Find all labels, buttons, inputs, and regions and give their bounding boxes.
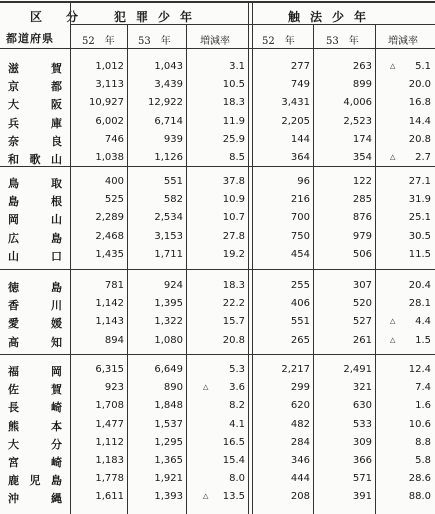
cell-c52: 2,289 [95, 212, 124, 224]
cell-l52: 277 [290, 61, 310, 72]
prefecture-name: 奈 良 [8, 134, 62, 148]
cell-l53: 506 [352, 248, 372, 260]
prefecture-name: 熊 本 [8, 419, 62, 433]
cell-c52: 923 [104, 382, 124, 394]
cell-lr: 27.1 [408, 176, 431, 187]
cell-c53: 1,393 [154, 491, 183, 503]
prefecture-name: 兵 庫 [8, 116, 62, 130]
table-row [0, 60, 435, 75]
table-row [0, 115, 435, 130]
cell-c52: 781 [104, 280, 124, 291]
cell-l52: 364 [290, 152, 310, 163]
cell-c52: 1,477 [95, 418, 124, 430]
cell-l53: 174 [352, 133, 372, 145]
prefecture-name: 徳 島 [8, 281, 62, 294]
cell-l53: 520 [352, 298, 372, 310]
cell-l53: 122 [352, 176, 372, 187]
corner-label: 区 分 [30, 10, 85, 24]
law-col-52: 52 年 [262, 36, 295, 47]
cell-cr: 18.3 [222, 97, 245, 109]
law-col-rate: 増減率 [388, 36, 418, 47]
cell-cr: 22.2 [222, 298, 245, 310]
cell-c52: 3,113 [95, 79, 124, 91]
crime-col-rate: 増減率 [200, 36, 230, 47]
table-row [0, 133, 435, 148]
cell-l53: 354 [352, 152, 372, 163]
cell-l53: 366 [352, 455, 372, 466]
cell-l52: 346 [290, 455, 310, 466]
table-row [0, 279, 435, 294]
cell-l53: 899 [352, 79, 372, 91]
cell-cr: 3.6 [229, 382, 245, 394]
table-row [0, 248, 435, 263]
cell-c52: 1,183 [95, 455, 124, 466]
cell-lr: 11.5 [408, 248, 431, 260]
table-row [0, 454, 435, 469]
table-top-rule [0, 1, 435, 3]
cell-cr: 18.3 [222, 280, 245, 291]
cell-c53: 1,848 [154, 400, 183, 412]
cell-lr: 1.5 [415, 334, 431, 346]
cell-cr: 8.5 [229, 152, 245, 163]
cell-c53: 1,537 [154, 418, 183, 430]
cell-l52: 144 [290, 133, 310, 145]
cell-c53: 939 [163, 133, 183, 145]
cell-c52: 1,708 [95, 400, 124, 412]
cell-c53: 12,922 [148, 97, 183, 109]
cell-c52: 1,611 [95, 491, 124, 503]
cell-cr: 3.1 [229, 61, 245, 72]
prefecture-name: 大 阪 [8, 98, 62, 112]
cell-cr: 19.2 [222, 248, 245, 260]
cell-l52: 750 [290, 230, 310, 242]
cell-c52: 1,778 [95, 473, 124, 485]
cell-c52: 746 [104, 133, 124, 145]
prefecture-name: 広 島 [8, 231, 62, 245]
cell-l52: 216 [290, 194, 310, 206]
cell-c53: 582 [163, 194, 183, 206]
prefecture-name: 島 根 [8, 195, 62, 209]
prefecture-name: 宮 崎 [8, 456, 62, 469]
cell-cr: 11.9 [222, 115, 245, 127]
cell-l52: 255 [290, 280, 310, 291]
cell-c52: 1,435 [95, 248, 124, 260]
cell-c53: 1,295 [154, 436, 183, 448]
cell-lr: 4.4 [415, 316, 431, 328]
table-row [0, 399, 435, 414]
cell-c53: 1,043 [154, 61, 183, 72]
cell-l53: 533 [352, 418, 372, 430]
decrease-mark: △ [390, 62, 396, 70]
cell-c52: 1,038 [95, 152, 124, 163]
crime-col-53: 53 年 [138, 36, 171, 47]
prefecture-name: 京 都 [8, 80, 62, 94]
cell-l53: 263 [352, 61, 372, 72]
prefecture-name: 鳥 取 [8, 177, 62, 190]
table-row [0, 472, 435, 487]
cell-lr: 2.7 [415, 152, 431, 163]
cell-cr: 10.7 [222, 212, 245, 224]
cell-c53: 3,153 [154, 230, 183, 242]
cell-l52: 299 [290, 382, 310, 394]
cell-c53: 1,711 [154, 248, 183, 260]
table-row [0, 297, 435, 312]
table-row [0, 151, 435, 166]
cell-l52: 749 [290, 79, 310, 91]
cell-c53: 551 [163, 176, 183, 187]
cell-l53: 2,491 [343, 364, 372, 375]
cell-l53: 527 [352, 316, 372, 328]
cell-c52: 525 [104, 194, 124, 206]
decrease-mark: △ [390, 335, 396, 344]
cell-l53: 285 [352, 194, 372, 206]
crime-juveniles-heading: 犯罪少年 [114, 10, 203, 24]
cell-c52: 6,315 [95, 364, 124, 375]
cell-lr: 1.6 [415, 400, 431, 412]
cell-cr: 8.2 [229, 400, 245, 412]
cell-lr: 30.5 [408, 230, 431, 242]
cell-c52: 1,142 [95, 298, 124, 310]
cell-cr: 10.5 [222, 79, 245, 91]
cell-lr: 5.8 [415, 455, 431, 466]
cell-lr: 88.0 [408, 491, 431, 503]
table-row [0, 78, 435, 93]
cell-lr: 16.8 [408, 97, 431, 109]
cell-c53: 1,395 [154, 298, 183, 310]
cell-c52: 894 [104, 334, 124, 346]
prefecture-name: 福 岡 [8, 365, 62, 378]
table-row [0, 315, 435, 330]
cell-cr: 16.5 [222, 436, 245, 448]
decrease-mark: △ [203, 383, 209, 392]
cell-l52: 551 [290, 316, 310, 328]
cell-l53: 571 [352, 473, 372, 485]
cell-c53: 6,649 [154, 364, 183, 375]
cell-l52: 2,217 [281, 364, 310, 375]
cell-cr: 15.4 [222, 455, 245, 466]
group-separator [0, 354, 435, 355]
prefecture-name: 滋 賀 [8, 62, 62, 75]
cell-c53: 1,080 [154, 334, 183, 346]
prefecture-name: 岡 山 [8, 213, 62, 227]
cell-lr: 7.4 [415, 382, 431, 394]
cell-cr: 4.1 [229, 418, 245, 430]
cell-c52: 400 [104, 176, 124, 187]
cell-l52: 700 [290, 212, 310, 224]
cell-cr: 13.5 [222, 491, 245, 503]
cell-l53: 630 [352, 400, 372, 412]
cell-lr: 8.8 [415, 436, 431, 448]
prefecture-name: 佐 賀 [8, 383, 62, 397]
header-bottom-rule [0, 48, 435, 49]
table-row [0, 193, 435, 208]
law-col-53: 53 年 [326, 36, 359, 47]
cell-l52: 482 [290, 418, 310, 430]
cell-c52: 10,927 [89, 97, 124, 109]
cell-l53: 307 [352, 280, 372, 291]
cell-cr: 25.9 [222, 133, 245, 145]
prefecture-name: 大 分 [8, 437, 62, 451]
cell-c53: 2,534 [154, 212, 183, 224]
cell-c53: 1,365 [154, 455, 183, 466]
cell-lr: 20.0 [408, 79, 431, 91]
table-row [0, 418, 435, 433]
table-row [0, 363, 435, 378]
cell-c52: 6,002 [95, 115, 124, 127]
cell-lr: 31.9 [408, 194, 431, 206]
cell-cr: 5.3 [229, 364, 245, 375]
cell-cr: 37.8 [222, 176, 245, 187]
cell-lr: 12.4 [408, 364, 431, 375]
cell-c52: 1,012 [95, 61, 124, 72]
table-row [0, 96, 435, 111]
table-row [0, 381, 435, 396]
prefecture-name: 長 崎 [8, 401, 62, 415]
cell-c53: 924 [163, 280, 183, 291]
cell-l53: 321 [352, 382, 372, 394]
cell-cr: 10.9 [222, 194, 245, 206]
cell-l52: 265 [290, 334, 310, 346]
cell-l52: 2,205 [281, 115, 310, 127]
cell-lr: 14.4 [408, 115, 431, 127]
decrease-mark: △ [203, 492, 209, 501]
cell-l52: 208 [290, 491, 310, 503]
prefecture-name: 山 口 [8, 249, 62, 263]
table-row [0, 490, 435, 505]
cell-l53: 2,523 [343, 115, 372, 127]
decrease-mark: △ [390, 153, 396, 161]
cell-l52: 444 [290, 473, 310, 485]
cell-l52: 96 [297, 176, 310, 187]
cell-l53: 261 [352, 334, 372, 346]
cell-lr: 28.6 [408, 473, 431, 485]
prefecture-name: 沖 縄 [8, 492, 62, 506]
group-separator [0, 269, 435, 270]
cell-l52: 620 [290, 400, 310, 412]
cell-l53: 391 [352, 491, 372, 503]
cell-l52: 454 [290, 248, 310, 260]
prefecture-name: 和 歌 山 [8, 153, 62, 166]
cell-cr: 15.7 [222, 316, 245, 328]
cell-c53: 1,322 [154, 316, 183, 328]
cell-l52: 3,431 [281, 97, 310, 109]
cell-c53: 890 [163, 382, 183, 394]
cell-c53: 3,439 [154, 79, 183, 91]
cell-l53: 979 [352, 230, 372, 242]
cell-c53: 6,714 [154, 115, 183, 127]
cell-lr: 20.4 [408, 280, 431, 291]
cell-cr: 27.8 [222, 230, 245, 242]
table-row [0, 334, 435, 349]
cell-l52: 284 [290, 436, 310, 448]
cell-cr: 20.8 [222, 334, 245, 346]
table-row [0, 211, 435, 226]
crime-col-52: 52 年 [82, 36, 115, 47]
cell-cr: 8.0 [229, 473, 245, 485]
group-separator [0, 166, 435, 167]
cell-lr: 25.1 [408, 212, 431, 224]
prefecture-name: 愛 媛 [8, 317, 62, 331]
cell-c53: 1,921 [154, 473, 183, 485]
corner-sub-label: 都道府県 [6, 32, 54, 45]
cell-c52: 2,468 [95, 230, 124, 242]
prefecture-name: 高 知 [8, 335, 62, 349]
cell-lr: 28.1 [408, 298, 431, 310]
cell-c52: 1,112 [95, 436, 124, 448]
table-row [0, 175, 435, 190]
cell-lr: 5.1 [415, 61, 431, 72]
cell-lr: 10.6 [408, 418, 431, 430]
law-violating-juveniles-heading: 触法少年 [288, 10, 377, 24]
prefecture-name: 香 川 [8, 299, 62, 313]
cell-l53: 876 [352, 212, 372, 224]
table-row [0, 230, 435, 245]
cell-lr: 20.8 [408, 133, 431, 145]
cell-c52: 1,143 [95, 316, 124, 328]
cell-c53: 1,126 [154, 152, 183, 163]
prefecture-name: 鹿 児 島 [8, 474, 62, 488]
table-row [0, 436, 435, 451]
cell-l52: 406 [290, 298, 310, 310]
decrease-mark: △ [390, 317, 396, 326]
cell-l53: 309 [352, 436, 372, 448]
cell-l53: 4,006 [343, 97, 372, 109]
